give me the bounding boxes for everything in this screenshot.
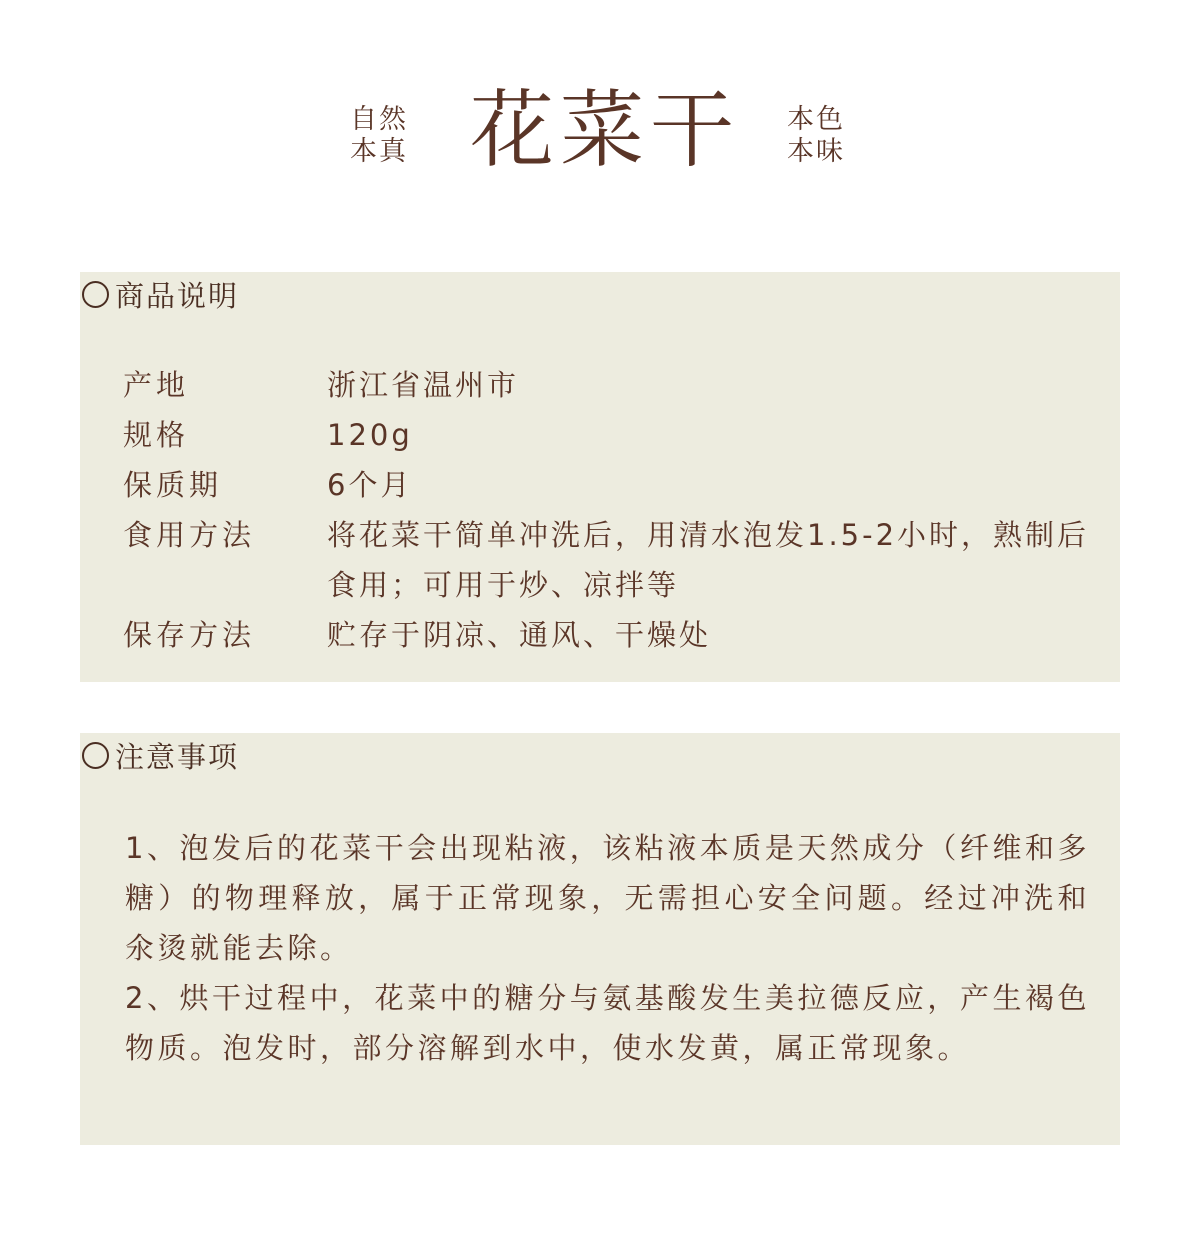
right-slogan	[787, 104, 845, 168]
note-item: 2、烘干过程中，花菜中的糖分与氨基酸发生美拉德反应，产生褐色物质。泡发时，部分溶解到水中，使水发黄，属正常现象。	[125, 981, 1090, 1065]
info-value: 120g	[327, 418, 413, 452]
product-title: 花菜干	[470, 81, 741, 179]
circle-bullet-icon	[82, 742, 109, 769]
notes-heading-text: 注意事项	[115, 739, 240, 774]
product-info-panel	[80, 272, 1120, 682]
circle-bullet-icon	[82, 281, 109, 308]
info-value: 贮存于阴凉、通风、干燥处	[327, 618, 712, 652]
left-slogan-line-1: 自然	[350, 104, 408, 135]
right-slogan-line-2: 本味	[787, 136, 845, 167]
left-slogan-line-2: 本真	[350, 136, 408, 167]
info-label: 规格	[123, 418, 190, 452]
info-value: 浙江省温州市	[327, 368, 520, 402]
product-info-heading	[82, 274, 239, 314]
info-row-usage	[123, 510, 1113, 610]
page-header	[0, 0, 1200, 240]
product-info-list	[123, 360, 1113, 660]
note-item: 1、泡发后的花菜干会出现粘液，该粘液本质是天然成分（纤维和多糖）的物理释放，属于正常现象，无需担心安全问题。经过冲洗和氽烫就能去除。	[125, 831, 1090, 965]
product-info-heading-text: 商品说明	[115, 278, 240, 313]
info-label: 保存方法	[123, 618, 256, 652]
info-label: 食用方法	[123, 518, 256, 552]
info-row-storage	[123, 610, 1113, 660]
info-value: 将花菜干简单冲洗后，用清水泡发1.5-2小时，熟制后食用；可用于炒、凉拌等	[327, 518, 1090, 602]
info-row-shelf-life	[123, 460, 1113, 510]
info-label: 保质期	[123, 468, 223, 502]
notes-panel	[80, 733, 1120, 1145]
info-row-spec	[123, 410, 1113, 460]
info-label: 产地	[123, 368, 190, 402]
notes-heading	[82, 735, 239, 775]
left-slogan	[350, 104, 408, 168]
info-row-origin	[123, 360, 1113, 410]
notes-list	[125, 823, 1090, 1073]
right-slogan-line-1: 本色	[787, 104, 845, 135]
info-value: 6个月	[327, 468, 413, 502]
